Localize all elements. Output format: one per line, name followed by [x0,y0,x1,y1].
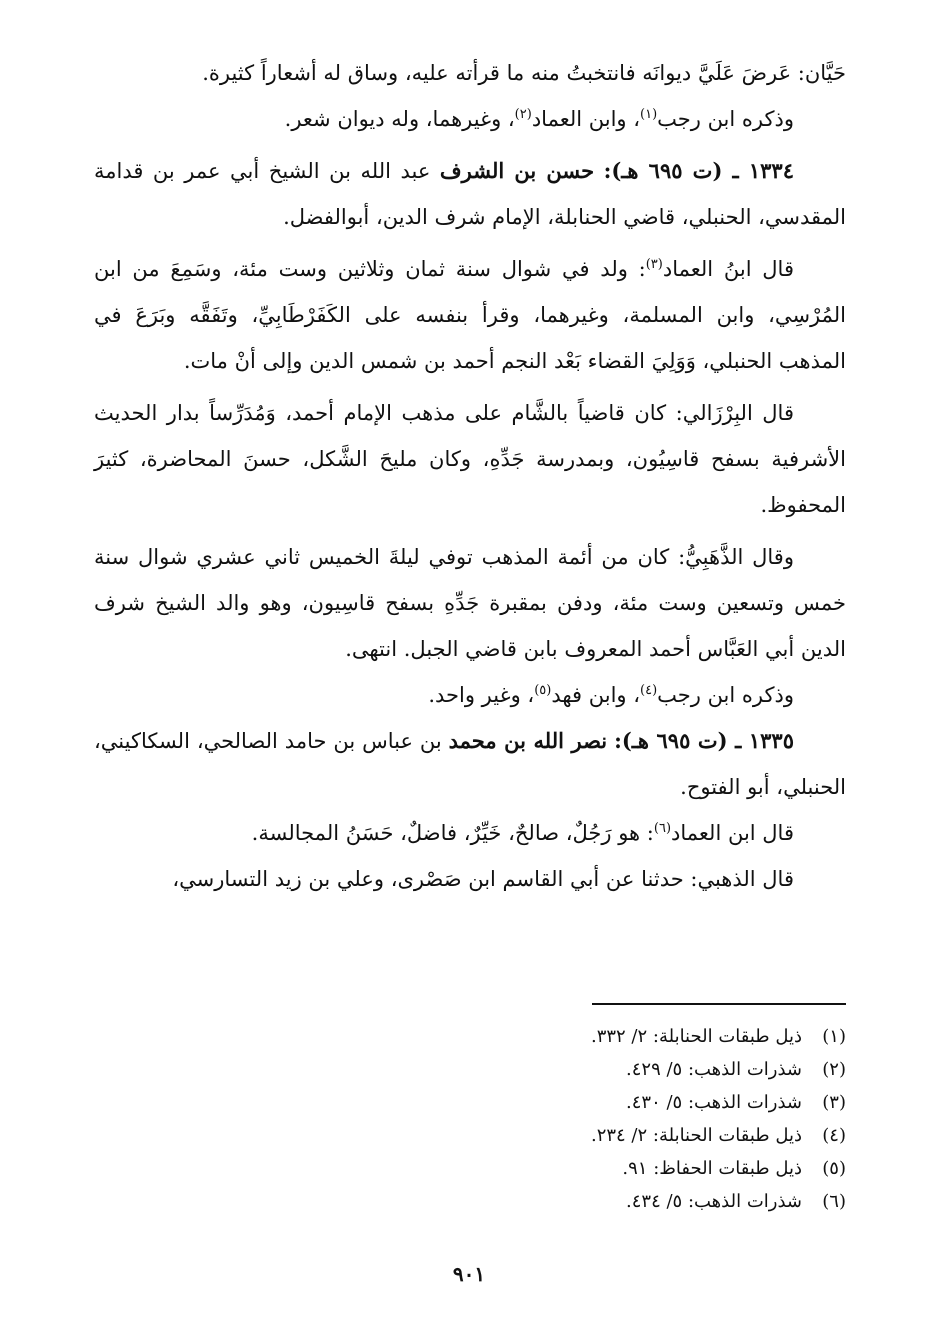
entry-1334 [94,148,846,240]
text-run: وقال الذَّهَبِيُّ: كان من أئمة المذهب توفي ليلةَ الخميس ثاني عشري شوال سنة خمس وتسعين وست مئة، ودفن بمقبرة جَدِّهِ بسفح قاسِيون، وهو والد الشيخ شرف الدين أبي العَبَّاس أحمد المعروف بابن قاضي الجبل. انتهى. [94,545,846,661]
text-run: ، وغير واحد. [428,683,535,707]
text-run: ، وغيرهما، وله ديوان شعر. [284,107,515,131]
footnote-ref: (١) [640,107,658,122]
text-run: بن عباس بن حامد الصالحي، السكاكيني، الحنبلي، أبو الفتوح. [94,729,846,799]
footnote-text: ذيل طبقات الحنابلة: ٢/ ٣٣٢. [590,1026,802,1047]
footnote-item [94,1185,846,1218]
page-number: ٩٠١ [452,1262,486,1286]
footnote-text: ذيل طبقات الحنابلة: ٢/ ٢٣٤. [590,1125,802,1146]
entry-name: حسن بن الشرف [439,158,595,183]
text-run: ، وابن العماد [531,107,641,131]
footnote-text: شذرات الذهب: ٥/ ٤٣٠. [626,1092,802,1113]
footnote-ref: (٥) [534,683,552,698]
paragraph-9 [94,810,846,856]
footnote-ref: (٢) [514,107,532,122]
footnote-number: (٣) [822,1092,846,1113]
footnote-ref: (٦) [653,821,672,836]
entry-name: نصر الله بن محمد [448,728,608,753]
footnote-item [94,1086,846,1119]
footnote-text: شذرات الذهب: ٥/ ٤٣٤. [626,1191,802,1212]
text-run: حَيَّان: عَرضَ عَلَيَّ ديوانَه فانتخبتُ منه ما قرأته عليه، وساق له أشعاراً كثيرة. [202,61,846,85]
footnote-ref: (٤) [640,683,658,698]
paragraph-7 [94,672,846,718]
text-run: عبد الله بن الشيخ أبي عمر بن قدامة المقدسي، الحنبلي، قاضي الحنابلة، الإمام شرف الدين، أبوالفضل. [94,159,846,229]
footnote-item [94,1119,846,1152]
footnote-number: (١) [822,1026,846,1047]
text-run: : ولد في شوال سنة ثمان وثلاثين وست مئة، وسَمِعَ من ابن المُرْسِي، وابن المسلمة، وغيرهما، وقرأ بنفسه على الكَفَرْطَابِيِّ، وتَفَقَّه وبَرَعَ في المذهب الحنبلي، وَوَلِيَ القضاء بَعْد النجم أحمد بن شمس الدين وإلى أنْ مات. [94,257,846,373]
entry-number: ١٣٣٤ ـ (ت ٦٩٥ هـ): [603,158,794,183]
paragraph-5 [94,390,846,528]
text-run: : هو رَجُلٌ، صالحٌ، خَيِّرٌ، فاضلٌ، حَسَنُ المجالسة. [251,821,654,845]
footnote-number: (٢) [822,1059,846,1080]
paragraph-4 [94,246,846,384]
text-run: ، وابن فهد [551,683,641,707]
text-run: وذكره ابن رجب [657,683,794,707]
footnote-item [94,1152,846,1185]
text-run: قال البِرْزَالي: كان قاضياً بالشَّام على مذهب الإمام أحمد، وَمُدَرِّساً بدار الحديث الأشرفية بسفح قاسِيُون، وبمدرسة جَدِّهِ، وكان مليحَ الشَّكل، حسنَ المحاضرة، كثيرَ المحفوظ. [94,401,846,517]
footnote-number: (٤) [822,1125,846,1146]
footnote-text: شذرات الذهب: ٥/ ٤٢٩. [626,1059,802,1080]
text-run: وذكره ابن رجب [657,107,794,131]
text-run: قال الذهبي: حدثنا عن أبي القاسم ابن صَصْرى، وعلي بن زيد التسارسي، [172,867,794,891]
text-run: قال ابنُ العماد [662,257,794,281]
main-text [94,50,846,902]
paragraph-6 [94,534,846,672]
footnote-divider [592,1003,846,1005]
footnote-item [94,1053,846,1086]
footnote-text: ذيل طبقات الحفاظ: ٩١. [622,1158,802,1179]
footnote-item [94,1020,846,1053]
footnote-number: (٦) [822,1191,846,1212]
entry-number: ١٣٣٥ ـ (ت ٦٩٥ هـ): [614,728,794,753]
paragraph-10 [94,856,846,902]
footnote-number: (٥) [822,1158,846,1179]
text-run: قال ابن العماد [671,821,794,845]
paragraph-1 [94,50,846,96]
footnotes [94,1020,846,1218]
entry-1335 [94,718,846,810]
footnote-ref: (٣) [645,257,663,272]
paragraph-2 [94,96,846,142]
